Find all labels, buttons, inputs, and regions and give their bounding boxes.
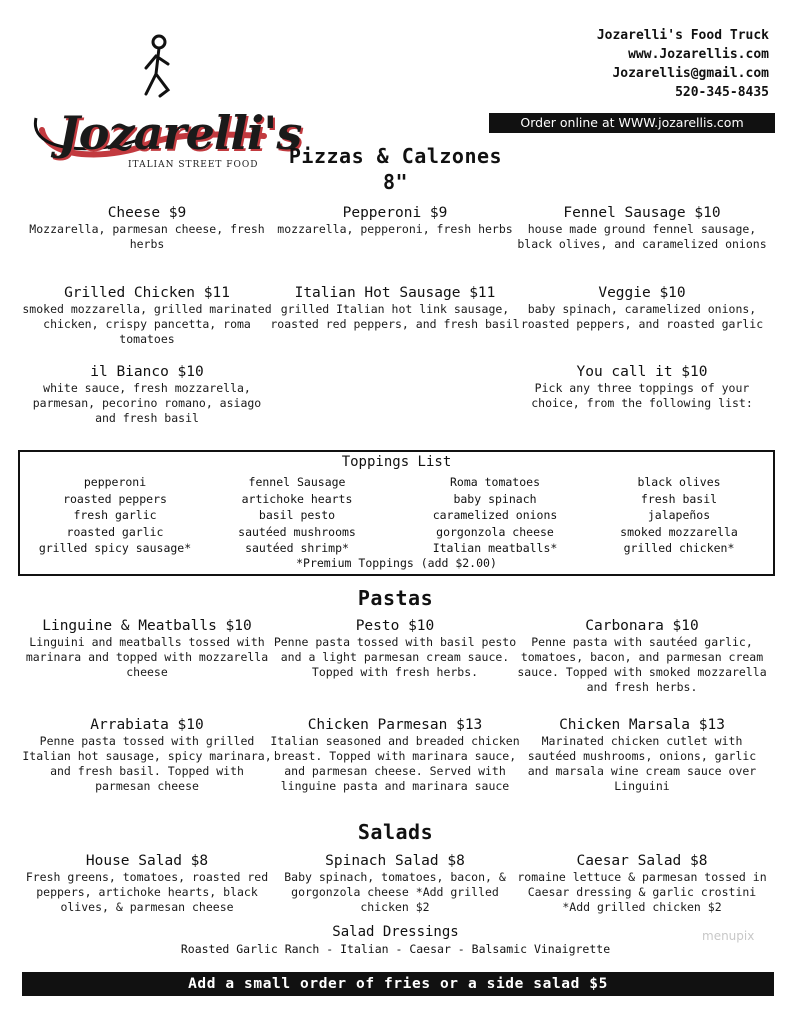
menu-item-pepperoni-pizza [270,204,520,237]
toppings-column-4 [584,474,774,557]
salad-dressings-title: Salad Dressings [332,924,459,940]
item-name: Veggie $10 [598,285,686,301]
menu-item-carbonara [517,617,767,695]
item-name: Pepperoni $9 [342,205,448,221]
toppings-column-1 [20,474,210,557]
item-description: house made ground fennel sausage, black olives, and caramelized onions [517,222,767,251]
item-description: Italian seasoned and breaded chicken breast. Topped with marinara sauce, and parmesan cheese. Served with linguine pasta and marinara sauce [270,734,520,793]
topping-item: caramelized onions [432,508,558,522]
item-name: Carbonara $10 [585,618,699,634]
topping-item: baby spinach [453,491,537,506]
item-name: Chicken Parmesan $13 [307,717,483,733]
item-name: Chicken Marsala $13 [559,717,725,733]
menu-item-grilled-chicken-pizza [22,284,272,347]
topping-item: basil pesto [258,508,336,522]
topping-item: sautéed shrimp* [245,541,349,555]
topping-item: roasted peppers [63,491,167,506]
item-description: Pick any three toppings of your choice, from the following list: [531,381,753,410]
toppings-column-2 [202,474,392,557]
menu-item-veggie-pizza [517,284,767,332]
toppings-list-box [18,450,775,576]
menu-item-il-bianco-pizza [22,363,272,426]
item-name: Cheese $9 [107,205,187,221]
topping-item: grilled chicken* [623,541,735,555]
menu-item-spinach-salad [270,852,520,915]
item-name: Fennel Sausage $10 [563,205,721,221]
item-description: white sauce, fresh mozzarella, parmesan, pecorino romano, asiago and fresh basil [32,381,262,425]
menu-item-linguine-meatballs [22,617,272,680]
item-description: Fresh greens, tomatoes, roasted red peppers, artichoke hearts, black olives, & parmesan cheese [25,870,269,914]
topping-item: sautéed mushrooms [238,524,356,539]
menu-item-chicken-parmesan [270,716,520,794]
menu-item-house-salad [22,852,272,915]
topping-item: fresh basil [640,491,718,506]
item-description: baby spinach, caramelized onions, roasted peppers, and roasted garlic [520,302,764,331]
pizzas-size-label: 8" [382,170,409,194]
contact-website[interactable]: www.Jozarellis.com [628,47,769,62]
menu-item-cheese-pizza [22,204,272,252]
menu-item-caesar-salad [517,852,767,915]
item-name: il Bianco $10 [90,364,204,380]
menu-item-chicken-marsala [517,716,767,794]
item-name: Caesar Salad $8 [576,853,708,869]
topping-item: Italian meatballs* [432,541,558,555]
menupix-watermark: menupix [702,929,755,943]
topping-item: artichoke hearts [241,491,353,506]
topping-item: fennel Sausage [248,475,346,489]
contact-block [597,26,769,102]
topping-item: smoked mozzarella [620,524,738,539]
item-name: Grilled Chicken $11 [64,285,230,301]
item-name: Spinach Salad $8 [325,853,465,869]
item-name: Linguine & Meatballs $10 [42,618,252,634]
logo-wordmark: Jozarelli's [58,106,302,160]
topping-item: roasted garlic [66,524,164,539]
menu-item-arrabiata [22,716,272,794]
salad-dressings-list: Roasted Garlic Ranch - Italian - Caesar - Balsamic Vinaigrette [180,942,611,956]
item-description: Marinated chicken cutlet with sautéed mushrooms, onions, garlic and marsala wine cream sauce over Linguini [527,734,757,793]
contact-email[interactable]: Jozarellis@gmail.com [612,66,769,81]
item-description: Mozzarella, parmesan cheese, fresh herbs [29,222,265,251]
item-description: Penne pasta with sautéed garlic, tomatoes, bacon, and parmesan cream sauce. Topped with smoked mozzarella and fresh herbs. [517,635,767,694]
salads-section-title: Salads [357,820,434,844]
premium-toppings-note: *Premium Toppings (add $2.00) [296,556,497,570]
order-online-banner[interactable]: Order online at WWW.jozarellis.com [489,113,775,133]
contact-phone: 520-345-8435 [675,85,769,100]
menu-item-fennel-sausage-pizza [517,204,767,252]
item-name: You call it $10 [576,364,708,380]
topping-item: grilled spicy sausage* [38,541,192,555]
topping-item: Roma tomatoes [449,475,540,489]
item-name: House Salad $8 [85,853,209,869]
toppings-column-3 [400,474,590,557]
item-description: Baby spinach, tomatoes, bacon, & gorgonzola cheese *Add grilled chicken $2 [284,870,506,914]
topping-item: gorgonzola cheese [436,524,554,539]
topping-item: black olives [637,475,721,489]
item-name: Italian Hot Sausage $11 [294,285,496,301]
contact-name: Jozarelli's Food Truck [596,28,769,43]
item-name: Pesto $10 [355,618,435,634]
pastas-section-title: Pastas [357,586,434,610]
item-description: Penne pasta tossed with basil pesto and a light parmesan cream sauce. Topped with fresh herbs. [273,635,517,679]
fries-side-salad-banner: Add a small order of fries or a side salad $5 [22,972,774,996]
topping-item: fresh garlic [73,508,157,522]
menu-item-italian-hot-sausage-pizza [270,284,520,332]
item-description: mozzarella, pepperoni, fresh herbs [277,222,513,236]
topping-item: jalapeños [647,508,711,522]
item-description: smoked mozzarella, grilled marinated chicken, crispy pancetta, roma tomatoes [22,302,272,346]
pizzas-section-title: Pizzas & Calzones [288,144,503,168]
item-description: Penne pasta tossed with grilled Italian hot sausage, spicy marinara, and fresh basil. Topped with parmesan cheese [22,734,272,793]
item-description: Linguini and meatballs tossed with marinara and topped with mozzarella cheese [25,635,269,679]
topping-item: pepperoni [83,475,147,489]
logo-tagline: ITALIAN STREET FOOD [128,160,259,170]
item-name: Arrabiata $10 [90,717,204,733]
menu-item-pesto [270,617,520,680]
menu-item-you-call-it-pizza [517,363,767,411]
toppings-title: Toppings List [341,454,452,470]
item-description: romaine lettuce & parmesan tossed in Caesar dressing & garlic crostini *Add grilled chicken $2 [517,870,767,914]
item-description: grilled Italian hot link sausage, roasted red peppers, and fresh basil [270,302,520,331]
